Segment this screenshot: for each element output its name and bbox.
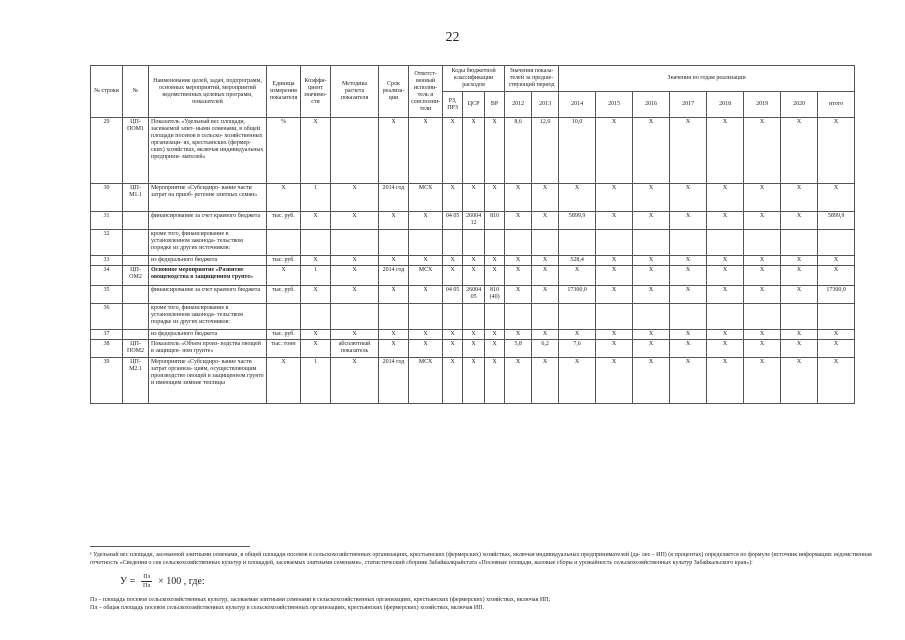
cell-name: финансирование за счет краевого бюджета [149,212,267,230]
cell-code [123,330,149,340]
cell-code [123,286,149,304]
cell-rz: Х [443,256,463,266]
cell-p2013: Х [532,266,559,286]
cell-n: 30 [91,184,123,212]
cell-method [331,304,379,330]
cell-y2020: Х [781,358,818,404]
cell-coef: 1 [301,266,331,286]
cell-y2018: Х [707,330,744,340]
header-name: Наименование целей, задач, подпрограмм, основных мероприятий, мероприятий ведомственных целевых программ, показателей [149,66,267,118]
cell-unit: тыс. руб. [267,256,301,266]
cell-total [818,304,855,330]
header-2012: 2012 [505,92,532,118]
cell-y2020: Х [781,184,818,212]
cell-p2012: Х [505,256,532,266]
cell-n: 36 [91,304,123,330]
footnotes [90,546,890,612]
cell-unit: Х [267,358,301,404]
cell-name: кроме того, финансирование в установленном законода- тельством порядке из других источников: [149,230,267,256]
cell-name: Мероприятие «Субсидиро- вание части затрат организа- циям, осуществляющим производство овощей в защищенном грунте и имеющим зимние теплицы [149,358,267,404]
header-2017: 2017 [670,92,707,118]
cell-n: 29 [91,118,123,184]
cell-unit: тыс. тонн [267,340,301,358]
table-row [91,330,855,340]
cell-p2012: Х [505,266,532,286]
cell-y2015: Х [596,266,633,286]
cell-y2016: Х [633,358,670,404]
cell-y2018: Х [707,256,744,266]
cell-p2012: Х [505,358,532,404]
cell-name: финансирование за счет краевого бюджета [149,286,267,304]
cell-y2020: Х [781,340,818,358]
cell-p2013: 6,2 [532,340,559,358]
cell-code: ЦП- М2.1 [123,358,149,404]
cell-y2020: Х [781,212,818,230]
cell-unit: Х [267,266,301,286]
cell-resp: Х [409,212,443,230]
cell-rz: Х [443,266,463,286]
cell-method: Х [331,212,379,230]
cell-y2016: Х [633,286,670,304]
cell-csr: Х [463,118,485,184]
cell-total: 17300,0 [818,286,855,304]
cell-unit: % [267,118,301,184]
cell-n: 37 [91,330,123,340]
cell-coef: Х [301,118,331,184]
cell-csr: 26004 12 [463,212,485,230]
cell-y2015: Х [596,184,633,212]
cell-rz: Х [443,118,463,184]
cell-y2014: Х [559,184,596,212]
header-2018: 2018 [707,92,744,118]
cell-coef: Х [301,330,331,340]
cell-coef: Х [301,286,331,304]
cell-unit: тыс. руб. [267,286,301,304]
page-number: 22 [445,30,460,45]
cell-code [123,256,149,266]
cell-y2020: Х [781,330,818,340]
cell-p2012: Х [505,184,532,212]
cell-resp [409,304,443,330]
cell-name: из федерального бюджета [149,330,267,340]
cell-y2020 [781,304,818,330]
cell-p2012: 8,6 [505,118,532,184]
cell-coef: Х [301,340,331,358]
cell-y2018: Х [707,340,744,358]
table-row [91,230,855,256]
formula-numerator: Пэ [143,574,151,580]
cell-y2017: Х [670,266,707,286]
cell-resp: Х [409,256,443,266]
cell-y2014: Х [559,330,596,340]
cell-y2018: Х [707,358,744,404]
cell-y2015: Х [596,212,633,230]
cell-n: 39 [91,358,123,404]
cell-y2018: Х [707,286,744,304]
cell-coef: 1 [301,358,331,404]
cell-code: ЦП- ПОМ2 [123,340,149,358]
cell-y2017: Х [670,212,707,230]
cell-p2012: Х [505,330,532,340]
cell-y2017: Х [670,184,707,212]
cell-method [331,118,379,184]
header-2013: 2013 [532,92,559,118]
header-coef: Коэффи- циент значимо- сти [301,66,331,118]
cell-method: Х [331,256,379,266]
cell-csr: Х [463,340,485,358]
table-row [91,340,855,358]
cell-coef: 1 [301,184,331,212]
cell-unit: тыс. руб. [267,330,301,340]
formula-rhs: × 100 , где: [158,575,205,587]
cell-csr: Х [463,184,485,212]
table-row [91,266,855,286]
cell-name: Основное мероприятие «Развитие овощеводства в защищенном грунте» [149,266,267,286]
cell-vr: Х [485,340,505,358]
cell-method: Х [331,358,379,404]
cell-code [123,304,149,330]
cell-n: 35 [91,286,123,304]
table-row [91,212,855,230]
cell-name: из федерального бюджета [149,256,267,266]
cell-y2018 [707,304,744,330]
cell-y2019: Х [744,256,781,266]
cell-y2016: Х [633,330,670,340]
cell-resp: МСХ [409,266,443,286]
cell-p2013: Х [532,212,559,230]
cell-code: ЦП- ОМ2 [123,266,149,286]
cell-term: Х [379,212,409,230]
cell-resp: Х [409,330,443,340]
cell-coef: Х [301,212,331,230]
cell-y2016: Х [633,184,670,212]
cell-p2013: Х [532,184,559,212]
cell-y2016: Х [633,118,670,184]
table-row [91,118,855,184]
cell-y2014 [559,230,596,256]
header-years-group: Значения по годам реализации [559,66,855,92]
cell-y2016 [633,304,670,330]
header-vr: ВР [485,92,505,118]
header-2019: 2019 [744,92,781,118]
cell-csr: Х [463,330,485,340]
cell-y2020 [781,230,818,256]
cell-p2013: 12,0 [532,118,559,184]
cell-vr [485,304,505,330]
cell-rz: Х [443,184,463,212]
header-prev-period: Значения показа- телей за предше- ствующий период [505,66,559,92]
cell-y2019: Х [744,358,781,404]
cell-csr: Х [463,358,485,404]
cell-total: Х [818,330,855,340]
cell-p2012: Х [505,212,532,230]
cell-method: Х [331,286,379,304]
cell-total: Х [818,358,855,404]
header-2020: 2020 [781,92,818,118]
footnote-divider [90,546,250,547]
header-2014: 2014 [559,92,596,118]
cell-vr: 810 (40) [485,286,505,304]
cell-name: кроме того, финансирование в установленном законода- тельством порядке из других источников: [149,304,267,330]
cell-vr [485,230,505,256]
cell-y2015: Х [596,358,633,404]
cell-y2018 [707,230,744,256]
cell-method: абсолютный показатель [331,340,379,358]
cell-total: 5899,9 [818,212,855,230]
header-no: № [123,66,149,118]
cell-code: ЦП- М1.1 [123,184,149,212]
cell-vr: Х [485,330,505,340]
cell-resp: Х [409,118,443,184]
cell-rz: 04 05 [443,286,463,304]
cell-resp [409,230,443,256]
cell-p2013 [532,230,559,256]
cell-rz: 04 05 [443,212,463,230]
cell-vr: Х [485,184,505,212]
cell-y2017: Х [670,358,707,404]
cell-rz [443,230,463,256]
cell-code [123,230,149,256]
header-2015: 2015 [596,92,633,118]
cell-p2013: Х [532,330,559,340]
cell-n: 38 [91,340,123,358]
header-2016: 2016 [633,92,670,118]
cell-method: Х [331,266,379,286]
cell-resp: МСХ [409,184,443,212]
cell-term [379,304,409,330]
cell-total [818,230,855,256]
cell-unit: Х [267,184,301,212]
cell-y2019: Х [744,212,781,230]
cell-resp: Х [409,340,443,358]
table-row [91,304,855,330]
formula-lhs: У = [120,575,136,587]
cell-y2017: Х [670,118,707,184]
cell-coef: Х [301,256,331,266]
table-row [91,184,855,212]
cell-p2012: 5,8 [505,340,532,358]
cell-y2020: Х [781,266,818,286]
definition-pl: Пл – общая площадь посевов сельскохозяйственных культур в сельскохозяйственных организациях, крестьянских (фермерских) хозяйствах, включая ИП. [90,605,485,611]
cell-p2012 [505,230,532,256]
cell-y2018: Х [707,184,744,212]
cell-vr: Х [485,256,505,266]
cell-y2020: Х [781,118,818,184]
cell-vr: 810 [485,212,505,230]
cell-y2015 [596,304,633,330]
cell-rz: Х [443,330,463,340]
cell-y2016: Х [633,212,670,230]
table-row [91,256,855,266]
cell-y2016 [633,230,670,256]
cell-rz: Х [443,358,463,404]
cell-vr: Х [485,266,505,286]
cell-total: Х [818,340,855,358]
cell-csr: Х [463,256,485,266]
table-row [91,286,855,304]
program-table [90,65,855,404]
cell-total: Х [818,184,855,212]
header-budget-codes: Коды бюджетной классификации расходов [443,66,505,92]
cell-y2018: Х [707,266,744,286]
cell-method: Х [331,330,379,340]
cell-name: Показатель «Объем произ- водства овощей в защищен- ном грунте» [149,340,267,358]
cell-y2017: Х [670,286,707,304]
cell-csr: 26004 05 [463,286,485,304]
formula [120,573,890,590]
cell-y2019: Х [744,286,781,304]
cell-y2019: Х [744,118,781,184]
cell-y2018: Х [707,212,744,230]
cell-y2017: Х [670,256,707,266]
cell-y2014 [559,304,596,330]
cell-rz: Х [443,340,463,358]
cell-resp: МСХ [409,358,443,404]
cell-p2013: Х [532,286,559,304]
cell-method: Х [331,184,379,212]
cell-total: Х [818,266,855,286]
footnote-1: ¹ Удельный вес площади, засеваемой элитными семенами, в общей площади посевов в сельскохозяйственных организациях, крестьянских (фермерских) хозяйствах, включая индивидуальных предпринимателей (да- лее – ИП) (в процентах) определяется по формуле (источник информации: ведомственная отчетность «Сведения о сев сельскохозяйственных культур и площадей, засеваемых элитными семенами», статистический сборник Забайкалкрайстата «Посевные площади, валовые сборы и урожайность сельскохозяйственных культур Забайкальского края»): [90,552,872,566]
cell-unit: тыс. руб. [267,212,301,230]
cell-p2013 [532,304,559,330]
cell-method [331,230,379,256]
cell-y2019 [744,230,781,256]
cell-y2016: Х [633,256,670,266]
cell-y2017: Х [670,330,707,340]
cell-n: 33 [91,256,123,266]
cell-unit [267,230,301,256]
table-row [91,358,855,404]
cell-code [123,212,149,230]
cell-y2014: 528,4 [559,256,596,266]
header-rz: РЗ, ПРЗ [443,92,463,118]
cell-term: Х [379,286,409,304]
formula-denominator: Пл [143,583,151,589]
cell-coef [301,230,331,256]
cell-y2020: Х [781,286,818,304]
cell-y2014: 5899,9 [559,212,596,230]
cell-y2014: 17300,0 [559,286,596,304]
cell-total: Х [818,256,855,266]
cell-name: Показатель «Удельный вес площади, засеваемой элит- ными семенами, в общей площади посевов в сельско- хозяйственных организаци- ях, крестьянских (фермер- ских) хозяйствах, включая индивидуальных предприни- мателей» [149,118,267,184]
cell-y2019: Х [744,266,781,286]
cell-term: Х [379,340,409,358]
cell-coef [301,304,331,330]
cell-y2019: Х [744,184,781,212]
cell-total: Х [818,118,855,184]
formula-fraction [141,573,152,590]
cell-y2015: Х [596,330,633,340]
cell-y2014: Х [559,266,596,286]
cell-resp: Х [409,286,443,304]
cell-y2016: Х [633,266,670,286]
cell-y2018: Х [707,118,744,184]
cell-term: 2014 год [379,184,409,212]
cell-y2015: Х [596,340,633,358]
header-unit: Единица измерения показателя [267,66,301,118]
cell-csr [463,230,485,256]
header-method: Методика расчета показателя [331,66,379,118]
cell-y2015: Х [596,118,633,184]
cell-n: 31 [91,212,123,230]
cell-csr: Х [463,266,485,286]
cell-y2015: Х [596,286,633,304]
cell-unit [267,304,301,330]
cell-p2013: Х [532,256,559,266]
cell-y2014: 7,6 [559,340,596,358]
cell-y2016: Х [633,340,670,358]
cell-term: Х [379,330,409,340]
cell-rz [443,304,463,330]
cell-y2017: Х [670,340,707,358]
cell-y2020: Х [781,256,818,266]
cell-code: ЦП- ПОМ1 [123,118,149,184]
cell-term: Х [379,256,409,266]
header-responsible: Ответст- венный исполни- тель и соисполни- тели [409,66,443,118]
cell-y2019 [744,304,781,330]
cell-y2015 [596,230,633,256]
cell-y2014: Х [559,358,596,404]
header-row-no: № строки [91,66,123,118]
cell-y2019: Х [744,340,781,358]
cell-vr: Х [485,118,505,184]
cell-name: Мероприятие «Субсидиро- вание части затрат на приоб- ретение элитных семян» [149,184,267,212]
cell-term: 2014 год [379,266,409,286]
cell-p2012: Х [505,286,532,304]
cell-y2017 [670,230,707,256]
cell-p2013: Х [532,358,559,404]
definition-pe: Пэ – площадь посевов сельскохозяйственных культур, засеваемая элитными семенами в сельскохозяйственных организациях, крестьянских (фермерских) хозяйствах, включая ИП; [90,597,551,603]
cell-term: Х [379,118,409,184]
cell-term [379,230,409,256]
cell-y2014: 10,0 [559,118,596,184]
cell-csr [463,304,485,330]
cell-term: 2014 год [379,358,409,404]
header-term: Срок реализа- ции [379,66,409,118]
cell-p2012 [505,304,532,330]
header-total: итого [818,92,855,118]
cell-n: 34 [91,266,123,286]
cell-y2015: Х [596,256,633,266]
header-csr: ЦСР [463,92,485,118]
cell-y2017 [670,304,707,330]
cell-y2019: Х [744,330,781,340]
cell-vr: Х [485,358,505,404]
cell-n: 32 [91,230,123,256]
